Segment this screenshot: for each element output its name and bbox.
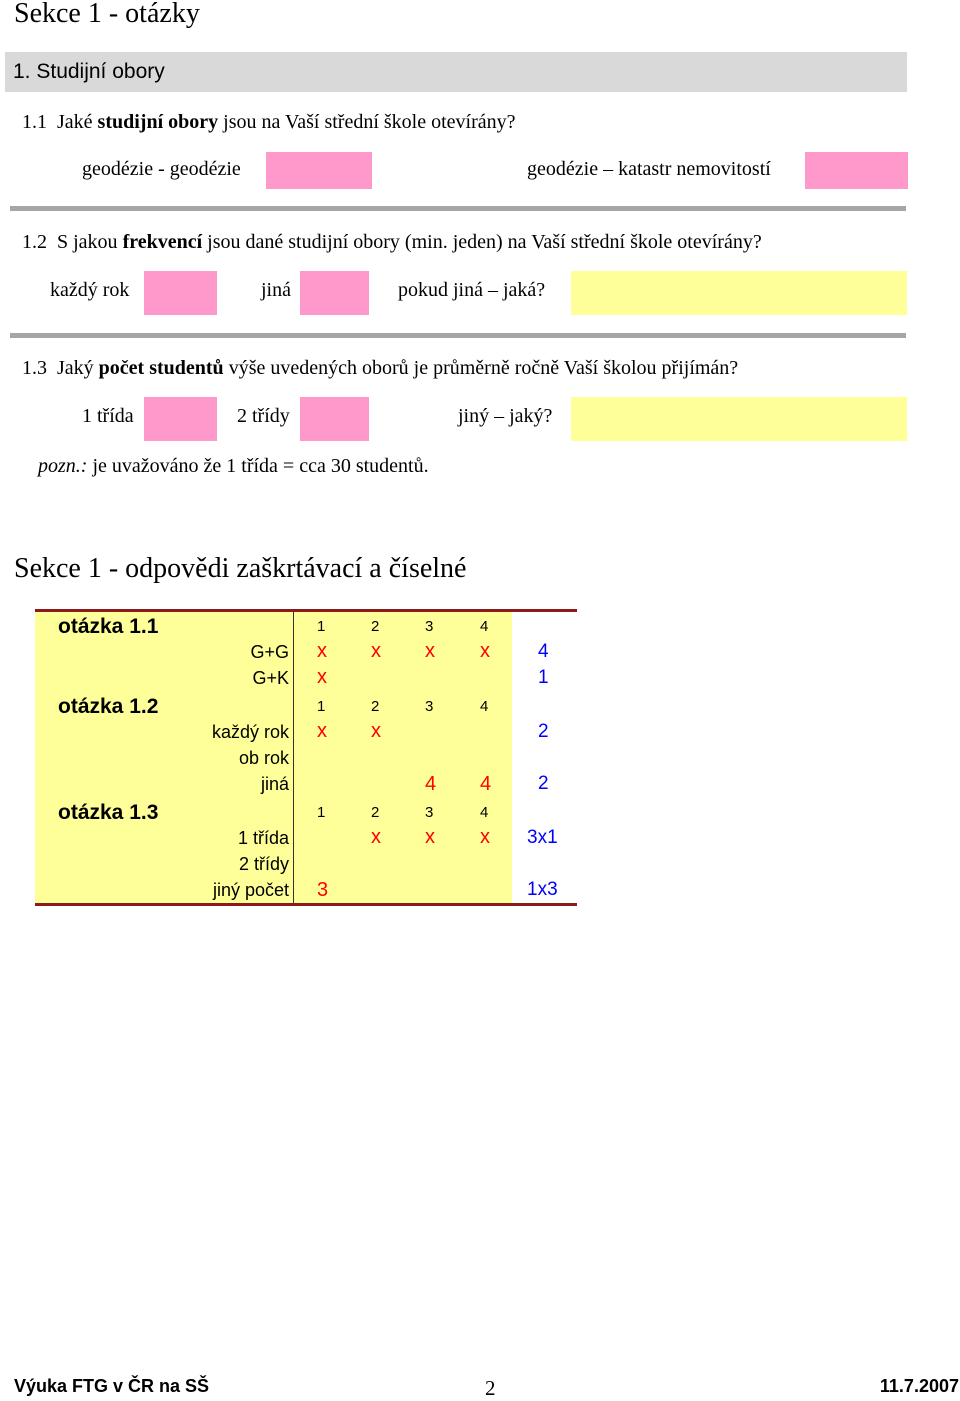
question-text: S jakou xyxy=(57,231,118,253)
option-jina: jiná xyxy=(261,279,291,301)
question-keyword: frekvencí xyxy=(122,231,203,253)
mark: x xyxy=(317,666,327,688)
table-header: 1 xyxy=(317,618,326,635)
note-label: pozn.: xyxy=(38,455,88,477)
table-top-border xyxy=(35,609,577,612)
table-header: 1 xyxy=(317,698,326,715)
question-1-2 xyxy=(22,231,762,254)
table-header: 1 xyxy=(317,804,326,821)
answer-box-1-trida[interactable] xyxy=(144,397,217,441)
answer-field-jaky[interactable] xyxy=(571,397,907,441)
row-label: G+K xyxy=(252,668,289,688)
answers-title: Sekce 1 - odpovědi zaškrtávací a číselné xyxy=(14,553,467,584)
answers-table xyxy=(35,609,575,906)
divider xyxy=(10,206,906,211)
mark: x xyxy=(480,640,490,662)
answer-box-geodezie-katastr[interactable] xyxy=(805,152,908,189)
row-label: G+G xyxy=(250,642,289,662)
mark: 3 xyxy=(317,879,329,901)
mark: x xyxy=(371,826,381,848)
page-title: Sekce 1 - otázky xyxy=(14,0,200,29)
table-header: 3 xyxy=(425,804,434,821)
row-sum: 3x1 xyxy=(527,827,558,848)
row-sum: 2 xyxy=(538,721,549,742)
table-column-divider xyxy=(293,612,294,903)
question-number: 1.2 xyxy=(22,231,47,253)
table-header: 2 xyxy=(371,618,380,635)
question-number: 1.1 xyxy=(22,111,47,133)
table-section-label: otázka 1.2 xyxy=(58,695,159,718)
row-label: jiná xyxy=(260,774,289,794)
row-label: 1 třída xyxy=(237,828,289,848)
note xyxy=(38,455,429,478)
question-text: Jaké xyxy=(57,111,93,133)
mark: x xyxy=(425,640,435,662)
table-header: 4 xyxy=(480,804,489,821)
mark: 4 xyxy=(425,773,437,795)
question-text: výše uvedených oborů je průměrně ročně Vaší školou přijímán? xyxy=(228,357,739,379)
option-1-trida: 1 třída xyxy=(82,405,134,427)
answer-box-jina[interactable] xyxy=(300,271,369,315)
table-section-label: otázka 1.3 xyxy=(58,801,159,824)
table-header: 4 xyxy=(480,698,489,715)
row-label: jiný počet xyxy=(212,880,289,900)
question-text: Jaký xyxy=(57,357,94,379)
option-geodezie-katastr: geodézie – katastr nemovitostí xyxy=(527,158,771,180)
row-sum: 1 xyxy=(538,667,549,688)
section-bar xyxy=(5,52,907,92)
answer-box-geodezie-geodezie[interactable] xyxy=(266,152,372,189)
option-geodezie-geodezie: geodézie - geodézie xyxy=(82,158,241,180)
mark: x xyxy=(317,720,327,742)
row-label: každý rok xyxy=(211,722,289,742)
option-pokud-jina: pokud jiná – jaká? xyxy=(398,279,546,301)
question-keyword: studijní obory xyxy=(97,111,219,133)
mark: x xyxy=(425,826,435,848)
table-section-label: otázka 1.1 xyxy=(58,615,159,638)
row-sum: 1x3 xyxy=(527,879,558,900)
table-bottom-border xyxy=(35,903,577,906)
divider xyxy=(10,333,906,338)
table-header: 3 xyxy=(425,698,434,715)
table-header: 2 xyxy=(371,804,380,821)
row-label: 2 třídy xyxy=(238,854,289,874)
mark: x xyxy=(371,640,381,662)
row-sum: 2 xyxy=(538,773,549,794)
option-jiny: jiný – jaký? xyxy=(458,405,553,427)
footer-title: Výuka FTG v ČR na SŠ xyxy=(14,1376,210,1396)
question-number: 1.3 xyxy=(22,357,47,379)
table-header: 4 xyxy=(480,618,489,635)
mark: x xyxy=(480,826,490,848)
row-sum: 4 xyxy=(538,641,549,662)
answer-field-jaka[interactable] xyxy=(571,271,907,315)
answer-box-2-tridy[interactable] xyxy=(300,397,369,441)
note-text: je uvažováno že 1 třída = cca 30 studentů. xyxy=(92,455,429,477)
question-keyword: počet studentů xyxy=(98,357,224,379)
page-number: 2 xyxy=(485,1376,496,1400)
question-text: jsou dané studijní obory (min. jeden) na Vaší střední škole otevírány? xyxy=(207,231,762,253)
question-1-1 xyxy=(22,111,516,134)
table-header: 2 xyxy=(371,698,380,715)
mark: x xyxy=(371,720,381,742)
option-kazdy-rok: každý rok xyxy=(50,279,130,301)
section-bar-label: 1. Studijní obory xyxy=(13,60,165,83)
table-header: 3 xyxy=(425,618,434,635)
question-1-3 xyxy=(22,357,738,380)
row-label: ob rok xyxy=(238,748,289,768)
answer-box-kazdy-rok[interactable] xyxy=(144,271,217,315)
footer-date: 11.7.2007 xyxy=(879,1376,959,1396)
option-2-tridy: 2 třídy xyxy=(237,405,290,427)
question-text: jsou na Vaší střední škole otevírány? xyxy=(223,111,516,133)
mark: x xyxy=(317,640,327,662)
mark: 4 xyxy=(480,773,492,795)
